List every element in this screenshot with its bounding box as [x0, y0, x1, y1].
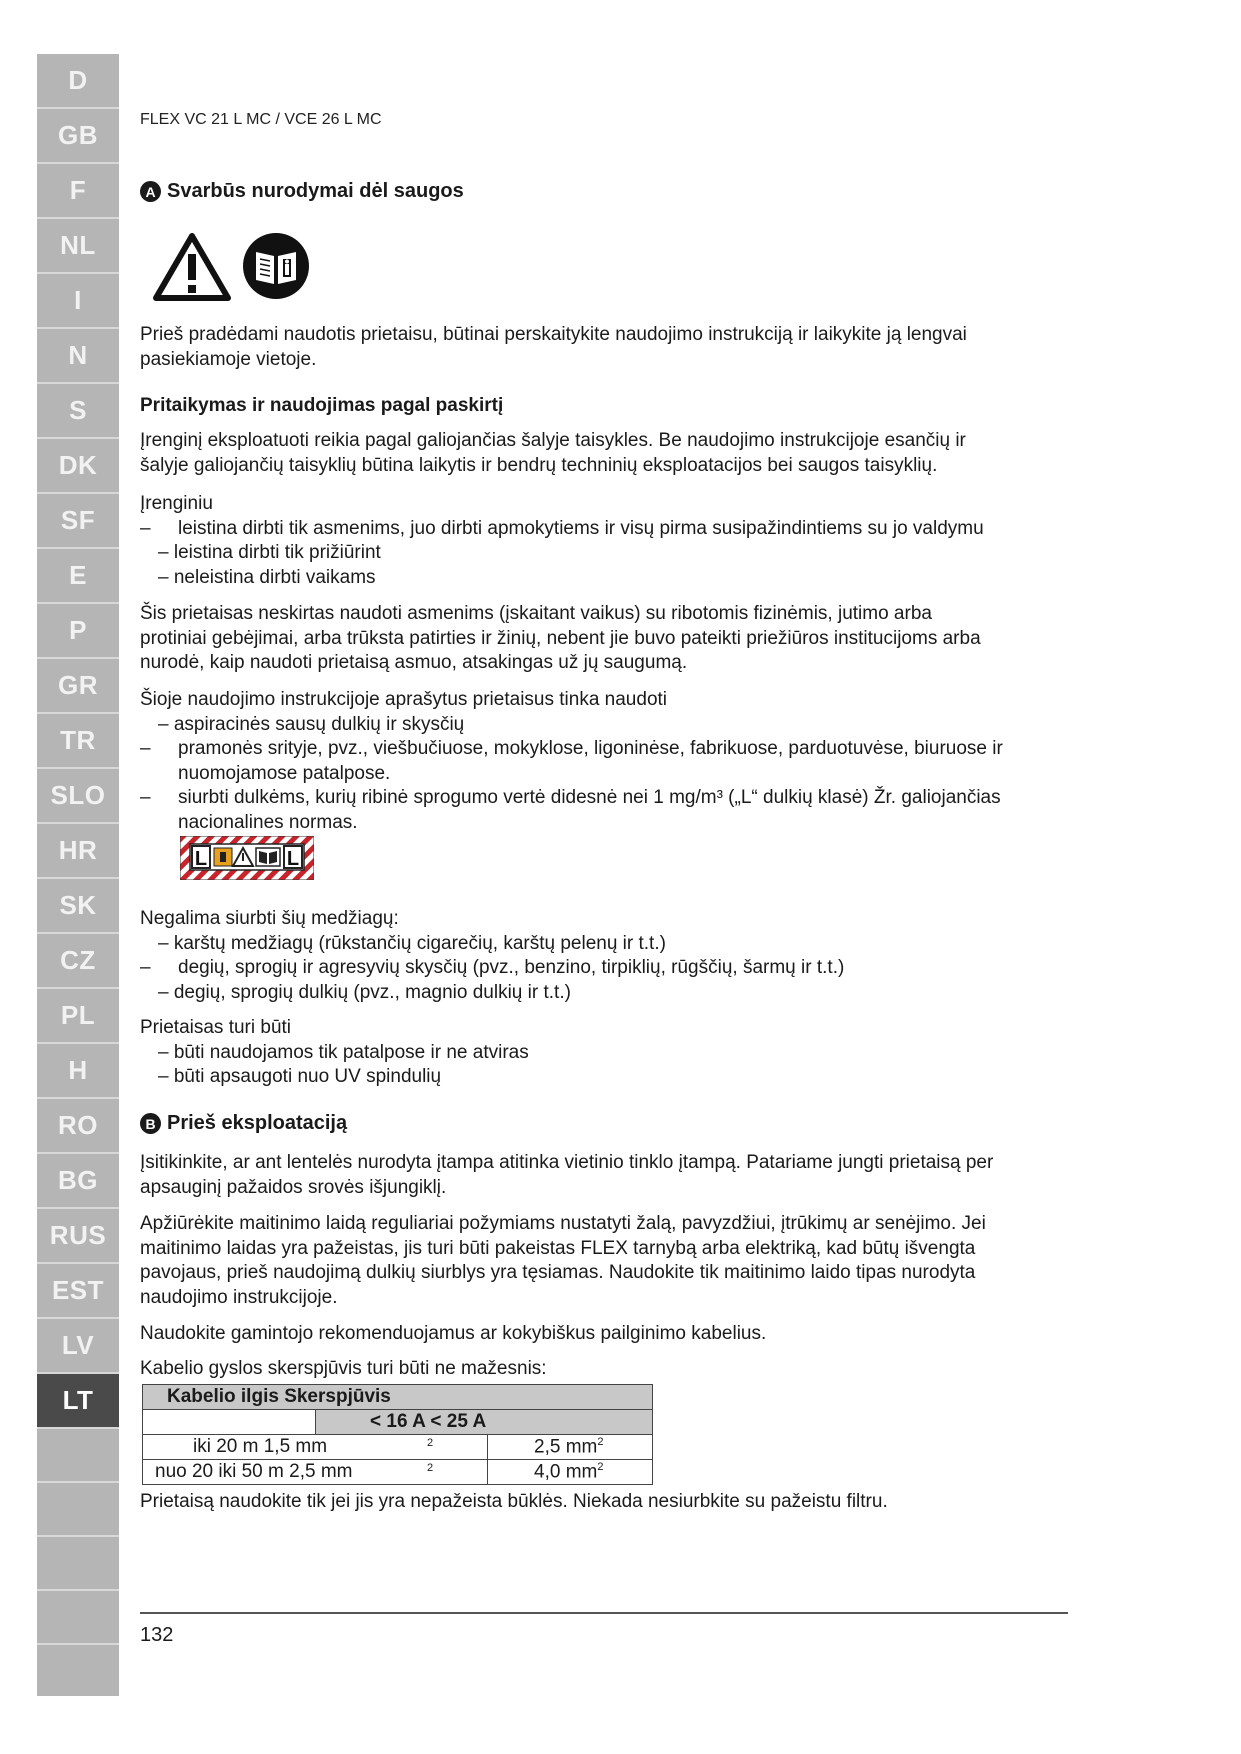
language-tab-p[interactable]: P: [37, 604, 119, 659]
language-tab-sk[interactable]: SK: [37, 879, 119, 934]
list-item: – būti apsaugoti nuo UV spindulių: [158, 1066, 442, 1087]
language-tab-lv[interactable]: LV: [37, 1319, 119, 1374]
language-tab-slo[interactable]: SLO: [37, 769, 119, 824]
section-b-title: [140, 1112, 347, 1135]
language-tab-s[interactable]: S: [37, 384, 119, 439]
cable-table: [142, 1384, 653, 1485]
language-tab-empty: [37, 1537, 119, 1591]
language-tab-n[interactable]: N: [37, 329, 119, 384]
language-tab-e[interactable]: E: [37, 549, 119, 604]
table-header-row: [143, 1410, 653, 1435]
language-tab-f[interactable]: F: [37, 164, 119, 219]
language-tab-est[interactable]: EST: [37, 1264, 119, 1319]
list-item: – degių, sprogių ir agresyvių skysčių (pvz., benzino, tirpiklių, rūgščių, šarmų ir t.t.): [140, 957, 845, 978]
language-tab-empty: [37, 1483, 119, 1537]
model-header: FLEX VC 21 L MC / VCE 26 L MC: [140, 111, 382, 128]
extension-paragraph: Naudokite gamintojo rekomenduojamus ar kokybiškus pailginimo kabelius.: [140, 1323, 767, 1344]
not-intended-paragraph: Šis prietaisas neskirtas naudoti asmenims (įskaitant vaikus) su ribotomis fizinėmis, jutimo arba protiniai gebėjimai, arba trūksta patirties ir žinių, nebent jie buvo pateikti priežiūros institucijoms arba nurodė, kaip naudoti prietaisą asmuo, atsakingas už jų saugumą.: [140, 603, 981, 673]
cross-section-heading: Kabelio gyslos skerspjūvis turi būti ne mažesnis:: [140, 1358, 547, 1379]
read-manual-icon: [242, 232, 310, 300]
language-tab-empty: [37, 1591, 119, 1645]
language-tab-dk[interactable]: DK: [37, 439, 119, 494]
dust-class-letter: L: [286, 848, 300, 870]
list-item: – leistina dirbti tik asmenims, juo dirbti apmokytiems ir visų pirma susipažindintiems su jo valdymu: [140, 517, 984, 539]
closing-paragraph: Prietaisą naudokite tik jei jis yra nepažeista būklės. Niekada nesiurbkite su pažeistu filtru.: [140, 1491, 888, 1512]
usage-paragraph: Įrenginį eksploatuoti reikia pagal galiojančias šalyje taisykles. Be naudojimo instrukcijoje esančių ir šalyje galiojančių taisyklių būtina laikytis ir bendrų techninių eksploatacijos bei saugos taisyklių.: [140, 430, 966, 476]
device-list: Įrenginiu – leistina dirbti tik asmenims, juo dirbti apmokytiems ir visų pirma susipažindintiems su jo valdymu – leistina dirbti tik prižiūrint – neleistina dirbti vaikams: [140, 492, 1070, 590]
usage-subheading: Pritaikymas ir naudojimas pagal paskirtį: [140, 395, 504, 416]
list-item: – leistina dirbti tik prižiūrint: [158, 542, 381, 563]
safety-icons: [152, 232, 310, 302]
list-item: – karštų medžiagų (rūkstančių cigarečių, karštų pelenų ir t.t.): [158, 932, 666, 954]
footer-rule: [140, 1612, 1068, 1614]
language-tab-tr[interactable]: TR: [37, 714, 119, 769]
warning-triangle-icon: [152, 232, 232, 302]
list-item: – degių, sprogių dulkių (pvz., magnio dulkių ir t.t.): [158, 981, 571, 1003]
language-tab-sf[interactable]: SF: [37, 494, 119, 549]
language-sidebar: [37, 54, 119, 1696]
suitable-list: Šioje naudojimo instrukcijoje aprašytus prietaisus tinka naudoti – aspiracinės sausų dulkių ir skysčių – pramonės srityje, pvz., viešbučiuose, mokyklose, ligoninėse, fabrikuose, parduotuvėse, biuruose ir nuomojamose patalpose. – siurbti dulkėms, kurių ribinė sprogumo vertė didesnė nei 1 mg/m³ („L“ dulkių klasė) Žr. galiojančias nacionalines normas.: [140, 688, 1070, 835]
language-tab-pl[interactable]: PL: [37, 989, 119, 1044]
dust-class-l-label: [180, 836, 314, 880]
section-b-title-text: Prieš eksploataciją: [167, 1112, 348, 1134]
intro-paragraph: Prieš pradėdami naudotis prietaisu, būtinai perskaitykite naudojimo instrukciją ir laikykite ją lengvai pasiekiamoje vietoje.: [140, 324, 967, 370]
forbidden-list: Negalima siurbti šių medžiagų: – karštų medžiagų (rūkstančių cigarečių, karštų pelenų ir t.t.) – degių, sprogių ir agresyvių skysčių (pvz., benzino, tirpiklių, rūgščių, šarmų ir t.t.) – degių, sprogių dulkių (pvz., magnio dulkių ir t.t.): [140, 907, 1070, 1005]
language-tab-lt[interactable]: LT: [37, 1374, 119, 1429]
table-header-row: [143, 1385, 653, 1410]
table-header-cell: Kabelio ilgis Skerspjūvis: [143, 1385, 653, 1410]
language-tab-cz[interactable]: CZ: [37, 934, 119, 989]
language-tab-empty: [37, 1429, 119, 1483]
language-tab-nl[interactable]: NL: [37, 219, 119, 274]
language-tab-rus[interactable]: RUS: [37, 1209, 119, 1264]
language-tab-hr[interactable]: HR: [37, 824, 119, 879]
voltage-paragraph: Įsitikinkite, ar ant lentelės nurodyta įtampa atitinka vietinio tinklo įtampą. Patariame jungti prietaisą per apsauginį pažaidos srovės išjungiklį.: [140, 1152, 994, 1198]
language-tab-i[interactable]: I: [37, 274, 119, 329]
language-tab-ro[interactable]: RO: [37, 1099, 119, 1154]
dust-class-letter: L: [194, 848, 208, 870]
list-item: – pramonės srityje, pvz., viešbučiuose, mokyklose, ligoninėse, fabrikuose, parduotuvėse, biuruose ir nuomojamose patalpose.: [140, 738, 1003, 784]
section-a-badge: A: [140, 181, 161, 202]
language-tab-gb[interactable]: GB: [37, 109, 119, 164]
must-list: Prietaisas turi būti – būti naudojamos tik patalpose ir ne atviras – būti apsaugoti nuo UV spindulių: [140, 1016, 1070, 1090]
list-item: – siurbti dulkėms, kurių ribinė sprogumo vertė didesnė nei 1 mg/m³ („L“ dulkių klasė) Žr. galiojančias nacionalines normas.: [140, 787, 1001, 833]
table-row: iki 20 m 1,5 mm 2 2,5 $mm^2$: [143, 1435, 653, 1460]
section-b-badge: B: [140, 1113, 161, 1134]
table-row: nuo 20 iki 50 m 2,5 mm 2 4,0 $mm^2$: [143, 1460, 653, 1485]
page-number: 132: [140, 1624, 174, 1646]
section-a-title: [140, 180, 464, 203]
section-a-title-text: Svarbūs nurodymai dėl saugos: [167, 180, 464, 202]
language-tab-gr[interactable]: GR: [37, 659, 119, 714]
table-header-cell: < 16 A < 25 A: [316, 1410, 653, 1435]
list-item: – būti naudojamos tik patalpose ir ne atviras: [158, 1041, 529, 1063]
language-tab-bg[interactable]: BG: [37, 1154, 119, 1209]
language-tab-d[interactable]: D: [37, 54, 119, 109]
list-item: – neleistina dirbti vaikams: [158, 566, 376, 588]
language-tab-h[interactable]: H: [37, 1044, 119, 1099]
cord-paragraph: Apžiūrėkite maitinimo laidą reguliariai požymiams nustatyti žalą, pavyzdžiui, įtrūkimų ar senėjimo. Jei maitinimo laidas yra pažeistas, jis turi būti pakeistas FLEX tarnybą arba elektriką, kad būtų išvengta pavojaus, prieš naudojimą dulkių siurblys yra tęsiamas. Naudokite tik maitinimo laido tipas nurodyta naudojimo instrukcijoje.: [140, 1213, 986, 1308]
list-item: – aspiracinės sausų dulkių ir skysčių: [158, 713, 465, 735]
